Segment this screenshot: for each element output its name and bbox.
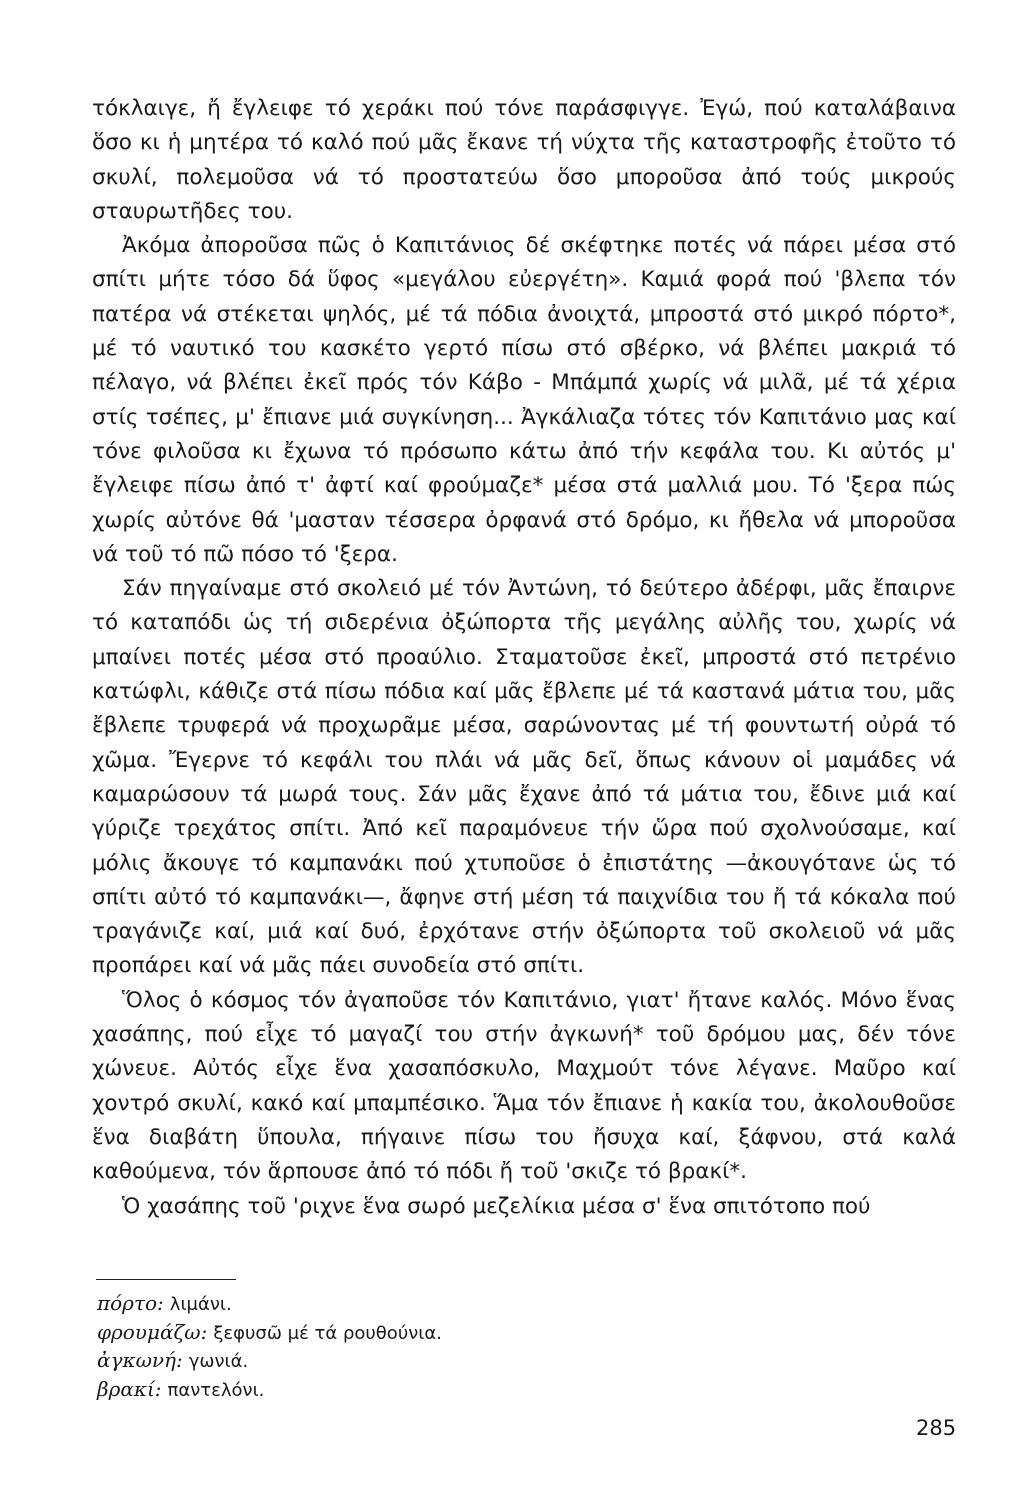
footnote-definition: γωνιά. xyxy=(188,1351,249,1372)
footnote-definition: ξεφυσῶ μέ τά ρουθούνια. xyxy=(213,1322,442,1344)
paragraph-3: Σάν πηγαίναμε στό σκολειό μέ τόν Ἀντώνη, τό δεύτερο ἀδέρφι, μᾶς ἔπαιρνε τό καταπόδι ὡς τή σιδερένια ὀξώπορτα τῆς μεγάλης αὐλῆς του, χωρίς νά μπαίνει ποτές μέσα στό προαύλιο. Σταματοῦσε ἐκεῖ, μπροστά στό πετρένιο κατώφλι, κάθιζε στά πίσω πόδια καί μᾶς ἔβλεπε μέ τά καστανά μάτια του, μᾶς ἔβλεπε τρυφερά νά προχωρᾶμε μέσα, σαρώνοντας μέ τή φουντωτή οὐρά τό χῶμα. Ἔγερνε τό κεφάλι του πλάι νά μᾶς δεῖ, ὅπως κάνουν οἱ μαμάδες νά καμαρώσουν τά μωρά τους. Σάν μᾶς ἔχανε ἀπό τά μάτια του, ἔδινε μιά καί γύριζε τρεχάτος σπίτι. Ἀπό κεῖ παραμόνευε τήν ὥρα πού σχολνούσαμε, καί μόλις ἄκουγε τό καμπανάκι πού χτυποῦσε ὁ ἐπιστάτης —ἀκουγότανε ὡς τό σπίτι αὐτό τό καμπανάκι—, ἄφηνε στή μέση τά παιχνίδια του ἤ τά κόκαλα πού τραγάνιζε καί, μιά καί δυό, ἐρχότανε στήν ὀξώπορτα τοῦ σκολειοῦ νά μᾶς προπάρει καί νά μᾶς πάει συνοδεία στό σπίτι. xyxy=(92,576,956,979)
paragraph-4: Ὅλος ὁ κόσμος τόν ἀγαποῦσε τόν Καπιτάνιο, γιατ' ἤτανε καλός. Μόνο ἕνας χασάπης, πού εἶχε τό μαγαζί του στήν ἀγκωνή* τοῦ δρόμου μας, δέν τόνε χώνευε. Αὐτός εἶχε ἕνα χασαπόσκυλο, Μαχμούτ τόνε λέγανε. Μαῦρο καί χοντρό σκυλί, κακό καί μπαμπέσικο. Ἅμα τόν ἔπιανε ἡ κακία του, ἀκολουθοῦσε ἕνα διαβάτη ὕπουλα, πήγαινε πίσω του ἤσυχα καί, ξάφνου, στά καλά καθούμενα, τόν ἅρπουσε ἀπό τό πόδι ἤ τοῦ 'σκιζε τό βρακί*. xyxy=(92,987,956,1185)
footnote-term: βρακί: xyxy=(97,1376,162,1401)
footnote-vraki xyxy=(97,1376,797,1405)
footnote-agkoni xyxy=(97,1347,797,1376)
footnote-term: ἀγκωνή: xyxy=(97,1348,183,1372)
footnote-term: πόρτο: xyxy=(97,1291,164,1315)
paragraph-5: Ὁ χασάπης τοῦ 'ριχνε ἕνα σωρό μεζελίκια μέσα σ' ἕνα σπιτότοπο πού xyxy=(122,1193,871,1219)
footnote-divider xyxy=(96,1279,236,1280)
body-text xyxy=(92,92,956,1224)
footnotes xyxy=(97,1290,797,1404)
paragraph-2: Ἀκόμα ἀποροῦσα πῶς ὁ Καπιτάνιος δέ σκέφτηκε ποτές νά πάρει μέσα στό σπίτι μήτε τόσο δά ὕφος «μεγάλου εὐεργέτη». Καμιά φορά πού 'βλεπα τόν πατέρα νά στέκεται ψηλός, μέ τά πόδια ἀνοιχτά, μπροστά στό μικρό πόρτο*, μέ τό ναυτικό του κασκέτο γερτό πίσω στό σβέρκο, νά βλέπει μακριά τό πέλαγο, νά βλέπει ἐκεῖ πρός τόν Κάβο - Μπάμπά χωρίς νά μιλᾶ, μέ τά χέρια στίς τσέπες, μ' ἔπιανε μιά συγκίνηση... Ἀγκάλιαζα τότες τόν Καπιτάνιο μας καί τόνε φιλοῦσα κι ἔχωνα τό πρόσωπο κάτω ἀπό τήν κεφάλα του. Κι αὐτός μ' ἔγλειφε πίσω ἀπό τ' ἀφτί καί φρούμαζε* μέσα στά μαλλιά μου. Τό 'ξερα πώς χωρίς αὐτόνε θά 'μασταν τέσσερα ὀρφανά στό δρόμο, κι ἤθελα νά μποροῦσα νά τοῦ τό πῶ πόσο τό 'ξερα. xyxy=(92,233,956,567)
paragraph-1: τόκλαιγε, ἤ ἔγλειφε τό χεράκι πού τόνε παράσφιγγε. Ἐγώ, πού καταλάβαινα ὅσο κι ἡ μητέρα τό καλό πού μᾶς ἔκανε τή νύχτα τῆς καταστροφῆς ἐτοῦτο τό σκυλί, πολεμοῦσα νά τό προστατεύω ὅσο μποροῦσα ἀπό τούς μικρούς σταυρωτῆδες του. xyxy=(92,96,956,224)
footnote-definition: παντελόνι. xyxy=(167,1379,265,1401)
footnote-definition: λιμάνι. xyxy=(169,1294,232,1315)
footnote-term: φρουμάζω: xyxy=(97,1319,208,1344)
page-number: 285 xyxy=(916,1416,957,1440)
footnote-porto xyxy=(97,1290,797,1319)
footnote-froumazo xyxy=(97,1319,797,1348)
